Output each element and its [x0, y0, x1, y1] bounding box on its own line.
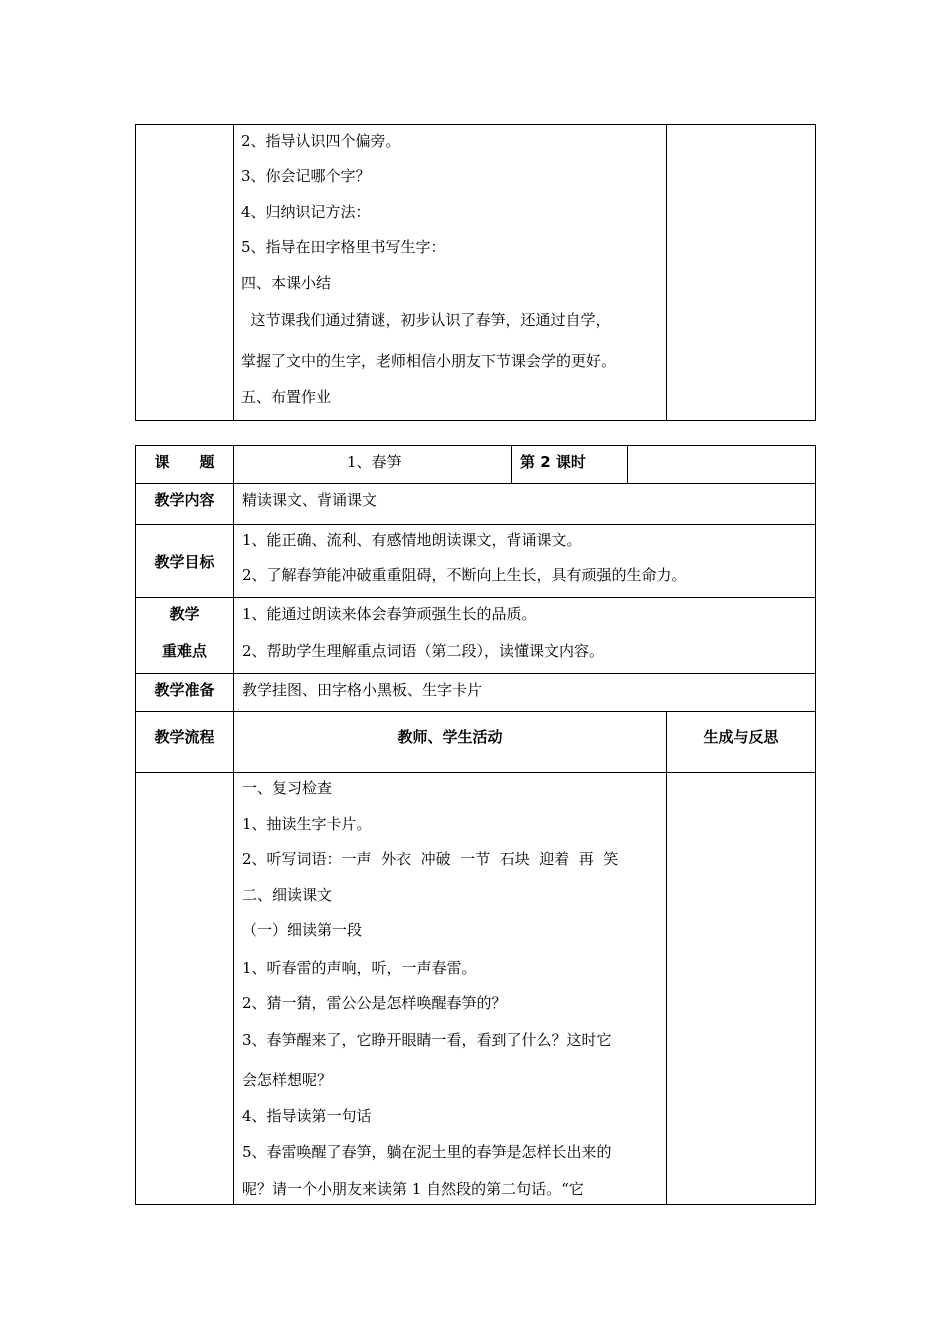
- top-activities-cell: [234, 125, 667, 421]
- key-points-cell: [234, 598, 816, 674]
- key-label-2: 重难点: [161, 642, 207, 660]
- goals-label-cell: [136, 525, 234, 598]
- key-point-item: 1、能通过朗读来体会春笋顽强生长的品质。: [242, 605, 537, 623]
- activity-line: 3、春笋醒来了，它睁开眼睛一看，看到了什么？这时它: [242, 1031, 612, 1049]
- activity-line: 4、指导读第一句话: [242, 1107, 372, 1125]
- top-left-cell: [136, 125, 234, 421]
- top-line: 掌握了文中的生字，老师相信小朋友下节课会学的更好。: [241, 352, 617, 370]
- flow-label: 教学流程: [154, 728, 215, 746]
- activity-line: 会怎样想呢？: [242, 1071, 333, 1089]
- top-line: 这节课我们通过猜谜，初步认识了春笋，还通过自学，: [241, 311, 611, 329]
- activities-header-cell: [234, 712, 667, 773]
- top-line: 2、指导认识四个偏旁。: [241, 132, 401, 150]
- topic-label: 课 题: [154, 453, 215, 471]
- activities-cell: [234, 773, 667, 1205]
- topic-label-cell: [136, 446, 234, 484]
- key-label-1: 教学: [169, 605, 200, 623]
- activities-label: 教师、学生活动: [397, 728, 503, 746]
- activity-line: 5、春雷唤醒了春笋，躺在泥土里的春笋是怎样长出来的: [242, 1143, 612, 1161]
- goals-label: 教学目标: [154, 552, 215, 571]
- content-label: 教学内容: [154, 491, 215, 509]
- key-point-item: 2、帮助学生理解重点词语（第二段），读懂课文内容。: [242, 642, 605, 660]
- prep-label-cell: [136, 674, 234, 712]
- prep-label: 教学准备: [154, 681, 215, 699]
- content-value: 精读课文、背诵课文: [242, 491, 378, 509]
- key-label-cell: [136, 598, 234, 674]
- content-value-cell: [234, 484, 816, 525]
- top-continuation-table: [135, 124, 816, 421]
- reflection-cell: [667, 773, 816, 1205]
- activity-line: 二、细读课文: [242, 886, 333, 904]
- activity-line: 1、抽读生字卡片。: [242, 815, 372, 833]
- top-line: 4、归纳识记方法：: [241, 203, 371, 221]
- top-line: 四、本课小结: [241, 274, 332, 292]
- activity-line: 一、复习检查: [242, 779, 333, 797]
- goal-item: 1、能正确、流利、有感情地朗读课文，背诵课文。: [242, 531, 582, 549]
- activity-line: 2、猜一猜，雷公公是怎样唤醒春笋的？: [242, 994, 507, 1012]
- reflection-label: 生成与反思: [703, 728, 779, 746]
- reflection-header-cell: [667, 712, 816, 773]
- top-line: 5、指导在田字格里书写生字：: [241, 238, 446, 256]
- period-cell: [512, 446, 628, 484]
- top-line: 五、布置作业: [241, 388, 332, 406]
- goals-cell: [234, 525, 816, 598]
- flow-label-cell: [136, 712, 234, 773]
- activity-line: （一）细读第一段: [242, 921, 363, 939]
- top-line: 3、你会记哪个字？: [241, 167, 371, 185]
- lesson-plan-table: [135, 445, 816, 1205]
- period-label: 第 2 课时: [520, 453, 586, 471]
- prep-value: 教学挂图、田字格小黑板、生字卡片: [242, 681, 483, 699]
- flow-blank-cell: [136, 773, 234, 1205]
- goal-item: 2、了解春笋能冲破重重阻碍，不断向上生长，具有顽强的生命力。: [242, 566, 687, 584]
- activity-line: 2、听写词语：一声 外衣 冲破 一节 石块 迎着 再 笑: [242, 850, 619, 868]
- topic-value: 1、春笋: [347, 453, 402, 471]
- period-blank-cell: [628, 446, 816, 484]
- content-label-cell: [136, 484, 234, 525]
- topic-value-cell: [234, 446, 512, 484]
- activity-line: 1、听春雷的声响，听，一声春雷。: [242, 959, 477, 977]
- top-reflection-cell: [667, 125, 816, 421]
- activity-line: 呢？请一个小朋友来读第 1 自然段的第二句话。“它: [242, 1180, 584, 1198]
- prep-value-cell: [234, 674, 816, 712]
